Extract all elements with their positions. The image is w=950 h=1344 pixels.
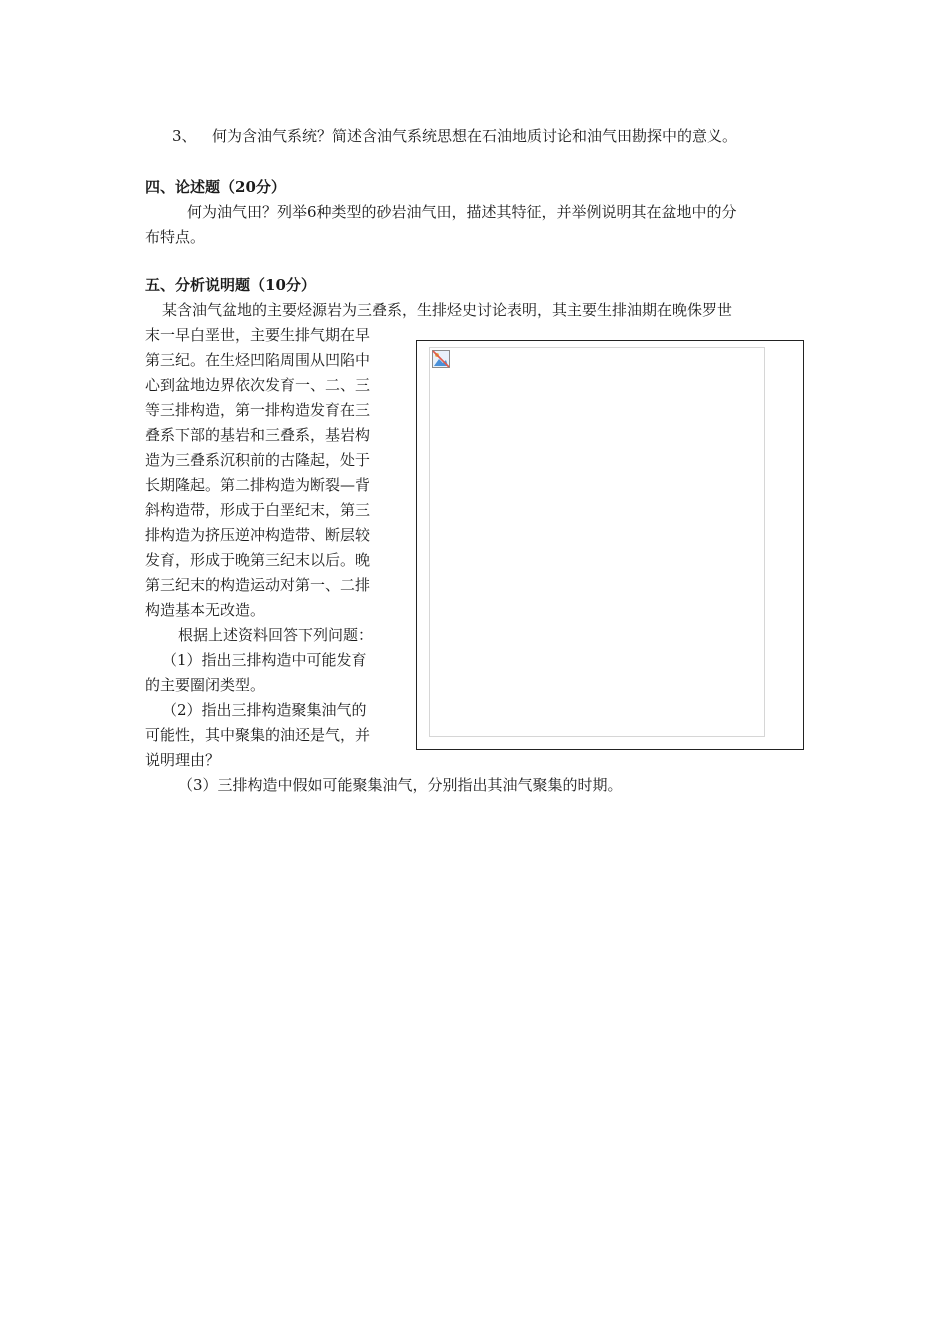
- section-5-line-10: 排构造为挤压逆冲构造带、断层较: [145, 526, 371, 544]
- section-5-line-14: 根据上述资料回答下列问题：: [178, 626, 374, 644]
- section-5-line-16: 的主要圈闭类型。: [145, 676, 266, 694]
- section-5-line-20: （3）三排构造中假如可能聚集油气，分别指出其油气聚集的时期。: [178, 776, 623, 794]
- figure-image-placeholder: [429, 347, 765, 737]
- section-5-line-7: 造为三叠系沉积前的古隆起，处于: [145, 451, 371, 469]
- section-5-line-5: 等三排构造，第一排构造发育在三: [145, 401, 371, 419]
- section-5-line-4: 心到盆地边界依次发育一、二、三: [145, 376, 371, 394]
- section-5-line-12: 第三纪末的构造运动对第一、二排: [145, 576, 371, 594]
- section-5-line-19: 说明理由？: [145, 751, 221, 769]
- section-5-line-1: 某含油气盆地的主要烃源岩为三叠系，生排烃史讨论表明，其主要生排油期在晚侏罗世: [162, 301, 733, 319]
- section-5-line-9: 斜构造带，形成于白垩纪末，第三: [145, 501, 371, 519]
- section-5-line-2: 末一早白垩世，主要生排气期在早: [145, 326, 371, 344]
- section-5-line-13: 构造基本无改造。: [145, 601, 266, 619]
- section-5-heading: 五、分析说明题（10分）: [145, 276, 316, 294]
- section-5-line-15: （1）指出三排构造中可能发育: [162, 651, 367, 669]
- section-5-line-6: 叠系下部的基岩和三叠系，基岩构: [145, 426, 371, 444]
- question-3-number: 3、: [172, 127, 197, 145]
- broken-image-icon: [432, 350, 450, 368]
- section-5-line-18: 可能性，其中聚集的油还是气，并: [145, 726, 371, 744]
- section-4-line-1: 何为油气田？列举6种类型的砂岩油气田，描述其特征，并举例说明其在盆地中的分: [187, 203, 737, 221]
- question-3-text: 何为含油气系统？简述含油气系统思想在石油地质讨论和油气田勘探中的意义。: [212, 127, 738, 145]
- section-5-line-11: 发育，形成于晚第三纪末以后。晚: [145, 551, 371, 569]
- section-4-line-2: 布特点。: [145, 228, 206, 246]
- section-4-heading: 四、论述题（20分）: [145, 178, 286, 196]
- figure-frame: [416, 340, 804, 750]
- section-5-line-8: 长期隆起。第二排构造为断裂—背: [145, 476, 371, 494]
- section-5-line-3: 第三纪。在生烃凹陷周围从凹陷中: [145, 351, 371, 369]
- section-5-line-17: （2）指出三排构造聚集油气的: [162, 701, 367, 719]
